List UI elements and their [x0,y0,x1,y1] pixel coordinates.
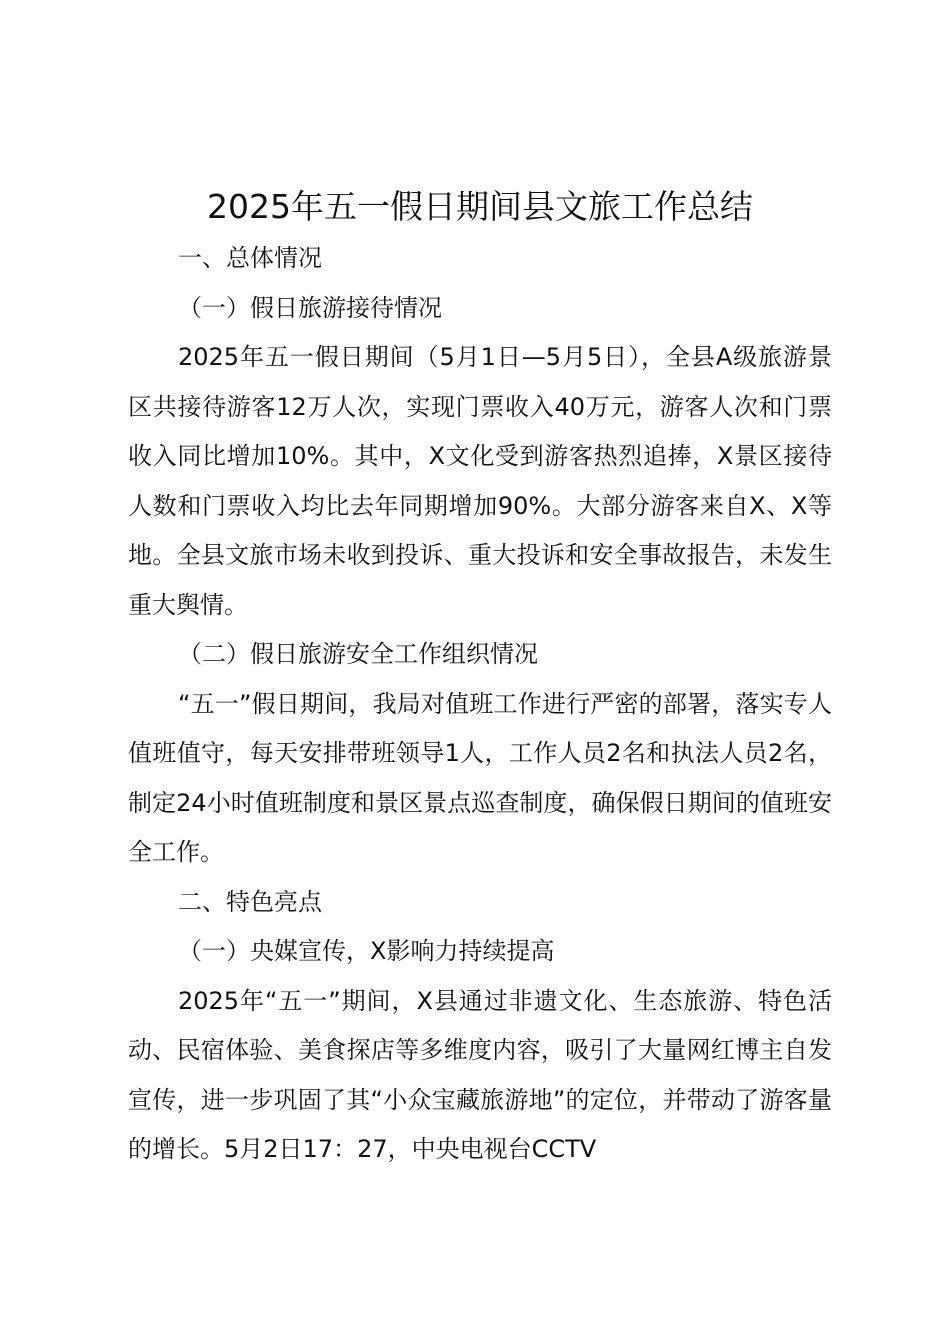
subsection-heading-safety: （二）假日旅游安全工作组织情况 [178,640,538,668]
section-heading-overview: 一、总体情况 [178,244,322,272]
paragraph-media: 2025年“五一”期间，X县通过非遗文化、生态旅游、特色活动、民宿体验、美食探店等多维度内容，吸引了大量网红博主自发宣传，进一步巩固了其“小众宝藏旅游地”的定位，并带动了游客量的增长。5月2日17：27，中央电视台CCTV [128,986,832,1163]
subsection-heading-reception: （一）假日旅游接待情况 [178,293,442,322]
document-body [128,180,832,1175]
document-title: 2025年五一假日期间县文旅工作总结 [207,187,753,226]
paragraph-reception: 2025年五一假日期间（5月1日—5月5日），全县A级旅游景区共接待游客12万人次，实现门票收入40万元，游客人次和门票收入同比增加10%。其中，X文化受到游客热烈追捧，X景区接待人数和门票收入均比去年同期增加90%。大部分游客来自X、X等地。全县文旅市场未收到投诉、重大投诉和安全事故报告，未发生重大舆情。 [128,343,832,619]
subsection-heading-media: （一）央媒宣传，X影响力持续提高 [178,937,555,965]
section-heading-highlights: 二、特色亮点 [178,887,322,916]
paragraph-safety: “五一”假日期间，我局对值班工作进行严密的部署，落实专人值班值守，每天安排带班领导1人，工作人员2名和执法人员2名，制定24小时值班制度和景区景点巡查制度，确保假日期间的值班安全工作。 [128,689,832,866]
